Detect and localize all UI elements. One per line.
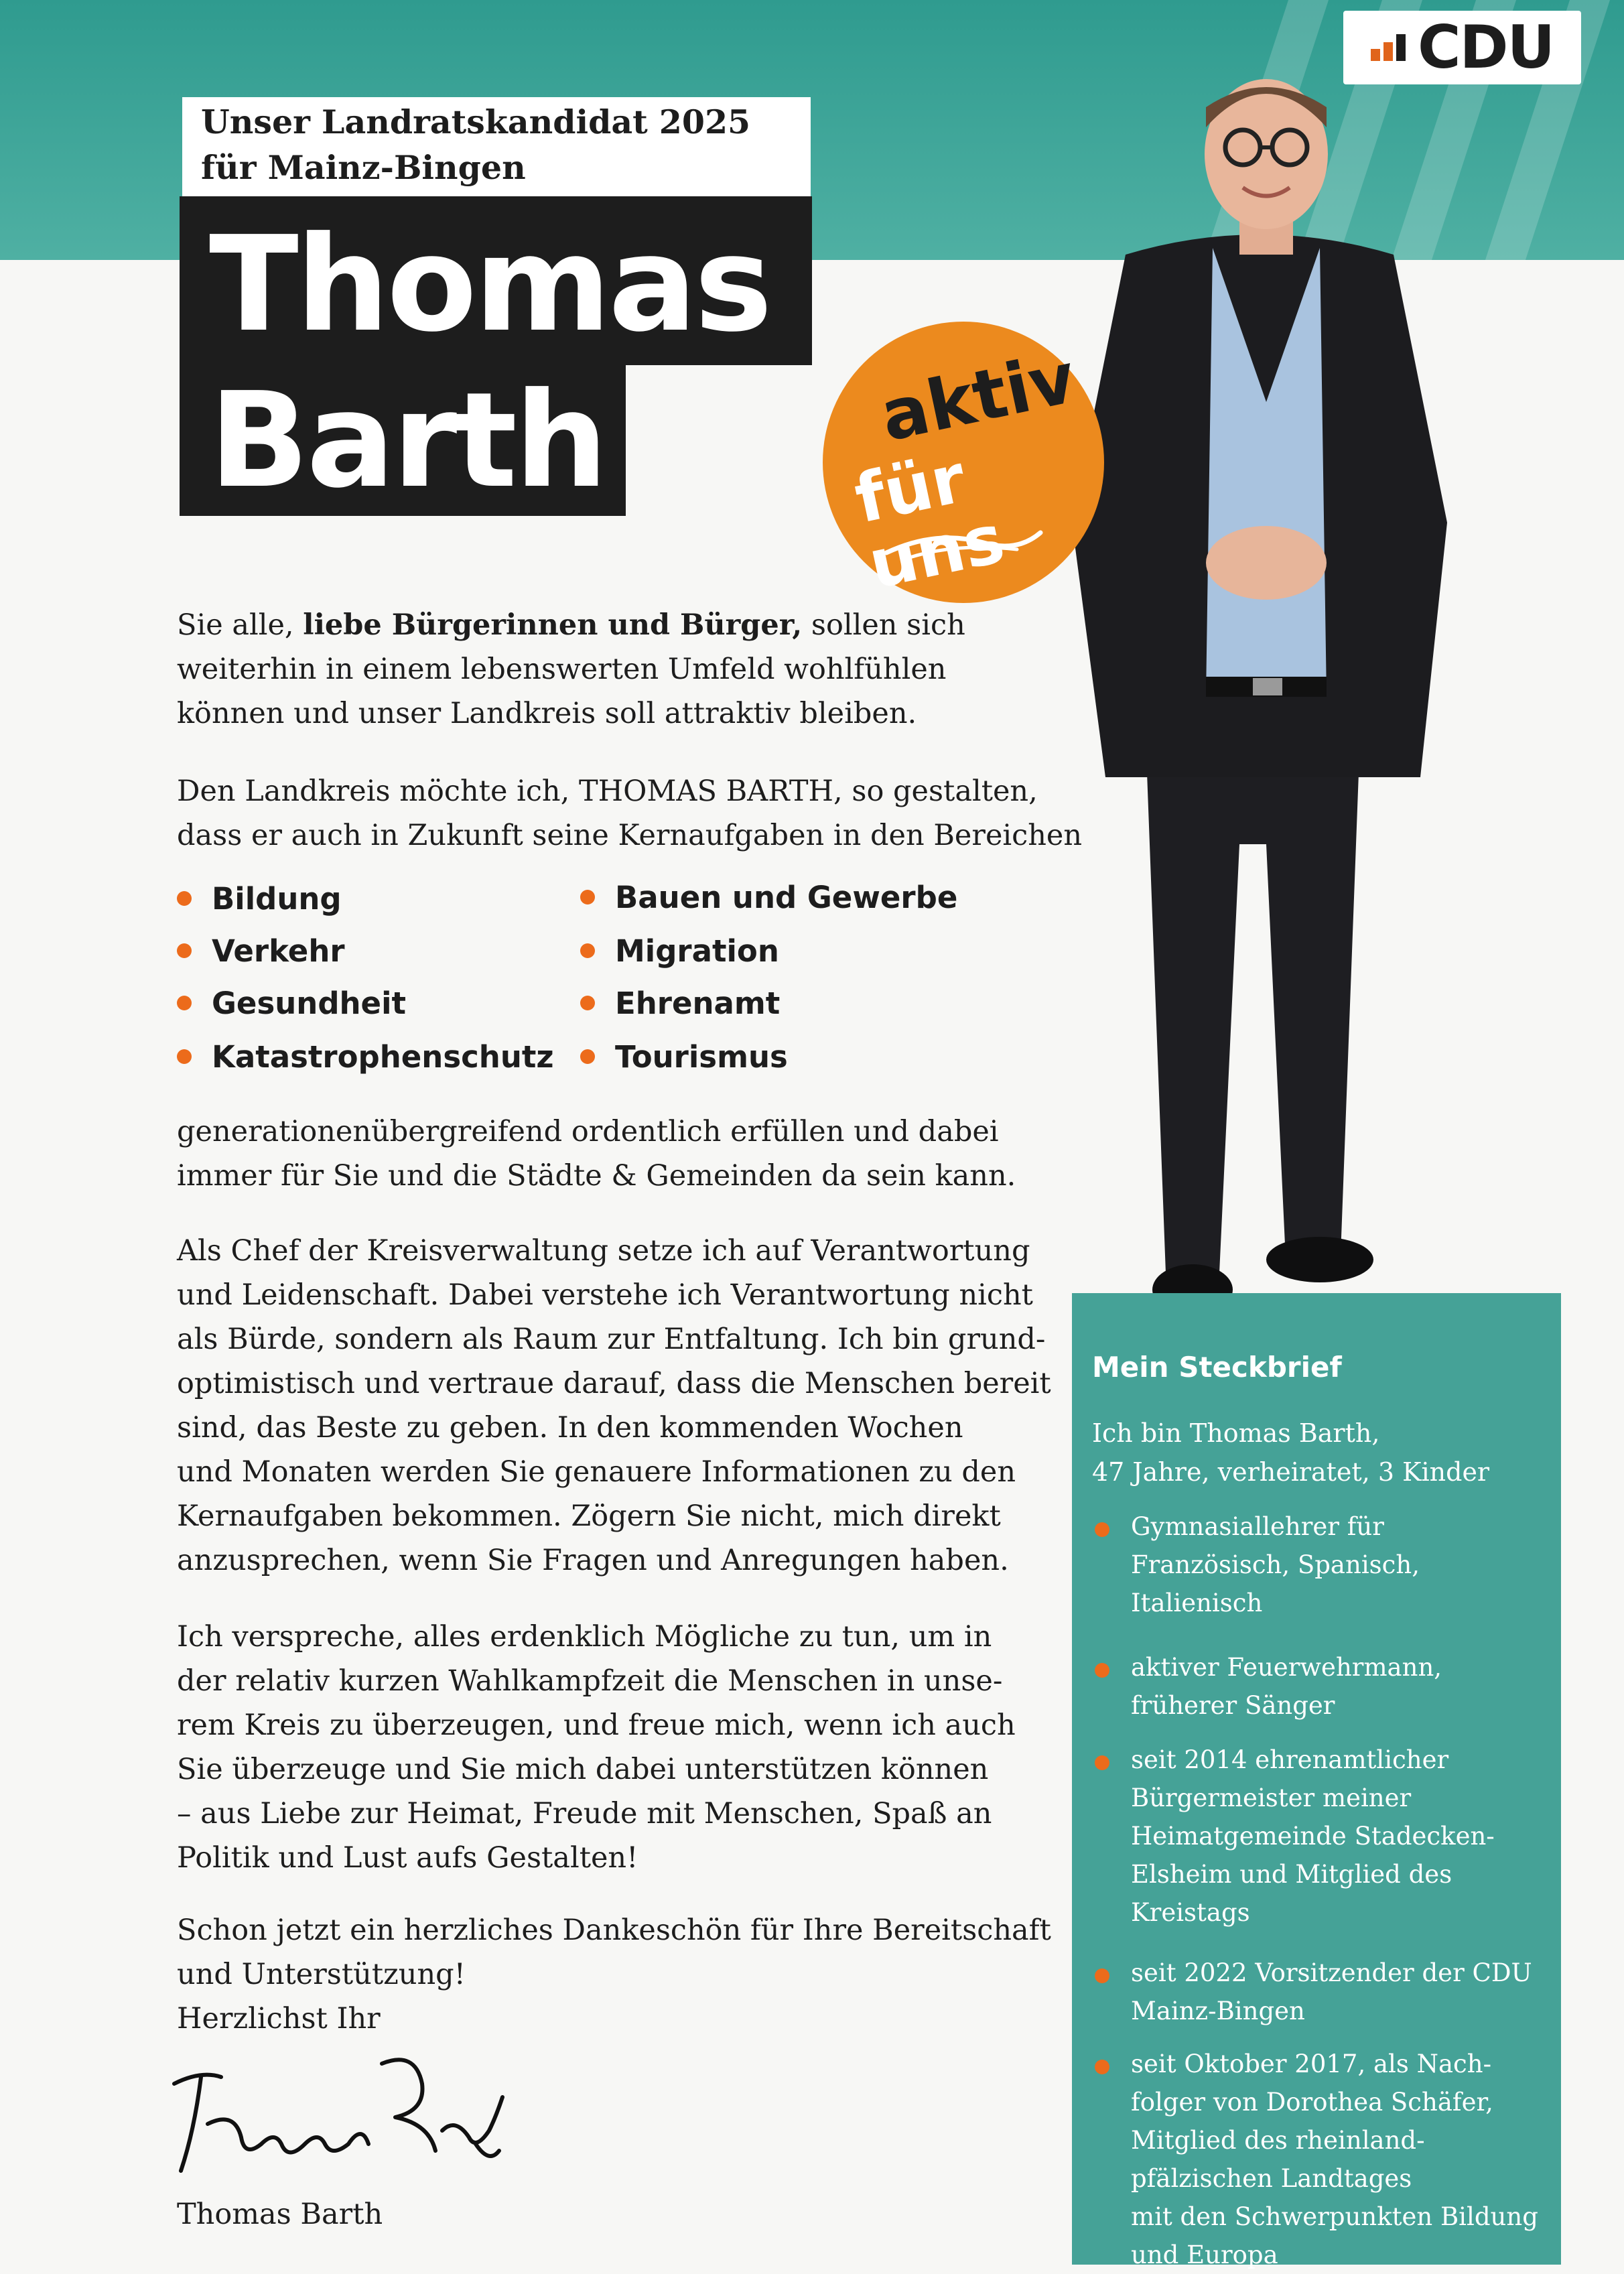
item-line: Mitglied des rheinland- — [1131, 2126, 1425, 2155]
item-line: pfälzischen Landtages — [1131, 2164, 1412, 2193]
steckbrief-item — [1131, 2045, 1553, 2274]
leadership-line: anzusprechen, wenn Sie Fragen und Anregungen haben. — [177, 1544, 1009, 1577]
promise-line: Politik und Lust aufs Gestalten! — [177, 1841, 638, 1875]
promise-line: – aus Liebe zur Heimat, Freude mit Menschen, Spaß an — [177, 1797, 992, 1830]
bullet-item — [580, 1037, 788, 1077]
leadership-line: optimistisch und vertraue darauf, dass die Menschen bereit — [177, 1367, 1051, 1400]
promise-line: Ich verspreche, alles erdenklich Mögliche zu tun, um in — [177, 1620, 992, 1654]
goals-paragraph — [177, 769, 1101, 858]
badge-line-2: für uns — [848, 439, 1011, 604]
signature-icon — [161, 2044, 509, 2204]
bullet-item — [177, 984, 406, 1024]
aktiv-badge — [823, 322, 1104, 603]
item-line: folger von Dorothea Schäfer, — [1131, 2088, 1493, 2117]
promise-line: rem Kreis zu überzeugen, und freue mich, wenn ich auch — [177, 1709, 1016, 1742]
bullet-dot-icon — [177, 996, 192, 1010]
intro-text-bold: liebe Bürgerinnen und Bürger, — [303, 608, 803, 642]
bullet-label: Verkehr — [212, 933, 345, 969]
bullet-item — [177, 931, 345, 972]
bullet-label: Katastrophenschutz — [212, 1039, 554, 1075]
candidate-photo — [1045, 54, 1487, 1340]
bullet-item — [177, 1037, 554, 1077]
item-line: Kreistags — [1131, 1898, 1250, 1927]
bullet-dot-icon — [580, 890, 595, 905]
item-line: Mainz-Bingen — [1131, 1997, 1305, 2025]
promise-line: Sie überzeuge und Sie mich dabei unterstützen können — [177, 1753, 989, 1786]
subtitle-box — [182, 97, 811, 196]
item-line: Heimatgemeinde Stadecken- — [1131, 1822, 1495, 1851]
leadership-line: Als Chef der Kreisverwaltung setze ich auf Verantwortung — [177, 1234, 1030, 1268]
bullet-dot-icon — [177, 943, 192, 958]
badge-line-1: aktiv — [874, 336, 1083, 458]
leadership-paragraph — [177, 1229, 1101, 1583]
steckbrief-item — [1131, 1508, 1553, 1622]
generations-paragraph — [177, 1110, 1101, 1198]
bullet-dot-icon — [580, 996, 595, 1010]
steckbrief-dot-icon — [1095, 1663, 1109, 1678]
item-line: Gymnasiallehrer für — [1131, 1512, 1384, 1541]
intro-line-1 — [177, 603, 1101, 647]
steckbrief-dot-icon — [1095, 1755, 1109, 1770]
promise-line: der relativ kurzen Wahlkampfzeit die Menschen in unse- — [177, 1664, 1003, 1698]
steckbrief-title: Mein Steckbrief — [1092, 1351, 1342, 1384]
goals-line-1: Den Landkreis möchte ich, THOMAS BARTH, so gestalten, — [177, 775, 1038, 808]
item-line: und Europa — [1131, 2240, 1278, 2269]
goals-line-2: dass er auch in Zukunft seine Kernaufgaben in den Bereichen — [177, 819, 1083, 852]
bullet-label: Migration — [615, 933, 779, 969]
promise-paragraph — [177, 1615, 1101, 1880]
steckbrief-panel — [1072, 1293, 1561, 2269]
item-line: Elsheim und Mitglied des — [1131, 1860, 1452, 1889]
intro-line: Ich bin Thomas Barth, — [1092, 1418, 1380, 1448]
item-line: seit Oktober 2017, als Nach- — [1131, 2050, 1492, 2078]
steckbrief-dot-icon — [1095, 2060, 1109, 2074]
leadership-line: und Monaten werden Sie genauere Informationen zu den — [177, 1455, 1016, 1489]
leadership-line: sind, das Beste zu geben. In den kommenden Wochen — [177, 1411, 963, 1445]
name-box-last — [180, 362, 626, 516]
subtitle-line-2: für Mainz-Bingen — [201, 148, 526, 187]
steckbrief-item — [1131, 1648, 1553, 1725]
intro-line-2: weiterhin in einem lebenswerten Umfeld wohlfühlen — [177, 653, 947, 686]
item-line: Italienisch — [1131, 1589, 1263, 1617]
steckbrief-item — [1131, 1741, 1553, 1932]
signed-name: Thomas Barth — [177, 2198, 383, 2231]
steckbrief-dot-icon — [1095, 1522, 1109, 1537]
bullet-label: Ehrenamt — [615, 986, 781, 1021]
steckbrief-intro — [1092, 1414, 1548, 1491]
steckbrief-dot-icon — [1095, 1968, 1109, 1983]
bullet-item — [580, 878, 957, 918]
intro-line: 47 Jahre, verheiratet, 3 Kinder — [1092, 1457, 1490, 1487]
thanks-paragraph — [177, 1908, 1101, 2041]
intro-text-c: sollen sich — [802, 608, 965, 642]
steckbrief-item — [1131, 1954, 1553, 2030]
intro-line-3: können und unser Landkreis soll attraktiv bleiben. — [177, 697, 917, 730]
bullet-label: Tourismus — [615, 1039, 788, 1075]
thanks-line: Schon jetzt ein herzliches Dankeschön für Ihre Bereitschaft — [177, 1914, 1051, 1947]
bullet-dot-icon — [177, 1049, 192, 1064]
badge-swoosh-icon — [883, 523, 1044, 563]
leadership-line: als Bürde, sondern als Raum zur Entfaltung. Ich bin grund- — [177, 1323, 1046, 1356]
item-line: seit 2014 ehrenamtlicher — [1131, 1745, 1449, 1774]
logo-text: CDU — [1417, 13, 1554, 82]
item-line: Französisch, Spanisch, — [1131, 1550, 1420, 1579]
intro-text-a: Sie alle, — [177, 608, 303, 642]
bullet-item — [580, 984, 780, 1024]
item-line: Bürgermeister meiner — [1131, 1784, 1412, 1812]
first-name: Thomas — [209, 208, 770, 361]
leadership-line: Kernaufgaben bekommen. Zögern Sie nicht, mich direkt — [177, 1499, 1001, 1533]
generations-line-2: immer für Sie und die Städte & Gemeinden da sein kann. — [177, 1159, 1016, 1193]
bullet-item — [177, 879, 342, 919]
bullet-dot-icon — [580, 1049, 595, 1064]
intro-paragraph — [177, 603, 1101, 736]
name-box-first — [180, 196, 812, 365]
bullet-label: Bildung — [212, 881, 342, 917]
generations-line-1: generationenübergreifend ordentlich erfüllen und dabei — [177, 1115, 999, 1148]
subtitle-line-1: Unser Landratskandidat 2025 — [201, 103, 751, 141]
item-line: seit 2022 Vorsitzender der CDU — [1131, 1958, 1532, 1987]
item-line: aktiver Feuerwehrmann, — [1131, 1653, 1442, 1682]
bullet-item — [580, 931, 779, 972]
bullet-dot-icon — [580, 943, 595, 958]
item-line: früherer Sänger — [1131, 1691, 1335, 1720]
bullet-label: Gesundheit — [212, 986, 407, 1021]
last-name: Barth — [209, 364, 606, 517]
leadership-line: und Leidenschaft. Dabei verstehe ich Verantwortung nicht — [177, 1278, 1033, 1312]
bullet-label: Bauen und Gewerbe — [615, 880, 958, 915]
bullet-dot-icon — [177, 891, 192, 906]
thanks-line: und Unterstützung! — [177, 1958, 466, 1991]
thanks-line: Herzlichst Ihr — [177, 2002, 381, 2035]
item-line: mit den Schwerpunkten Bildung — [1131, 2202, 1538, 2231]
